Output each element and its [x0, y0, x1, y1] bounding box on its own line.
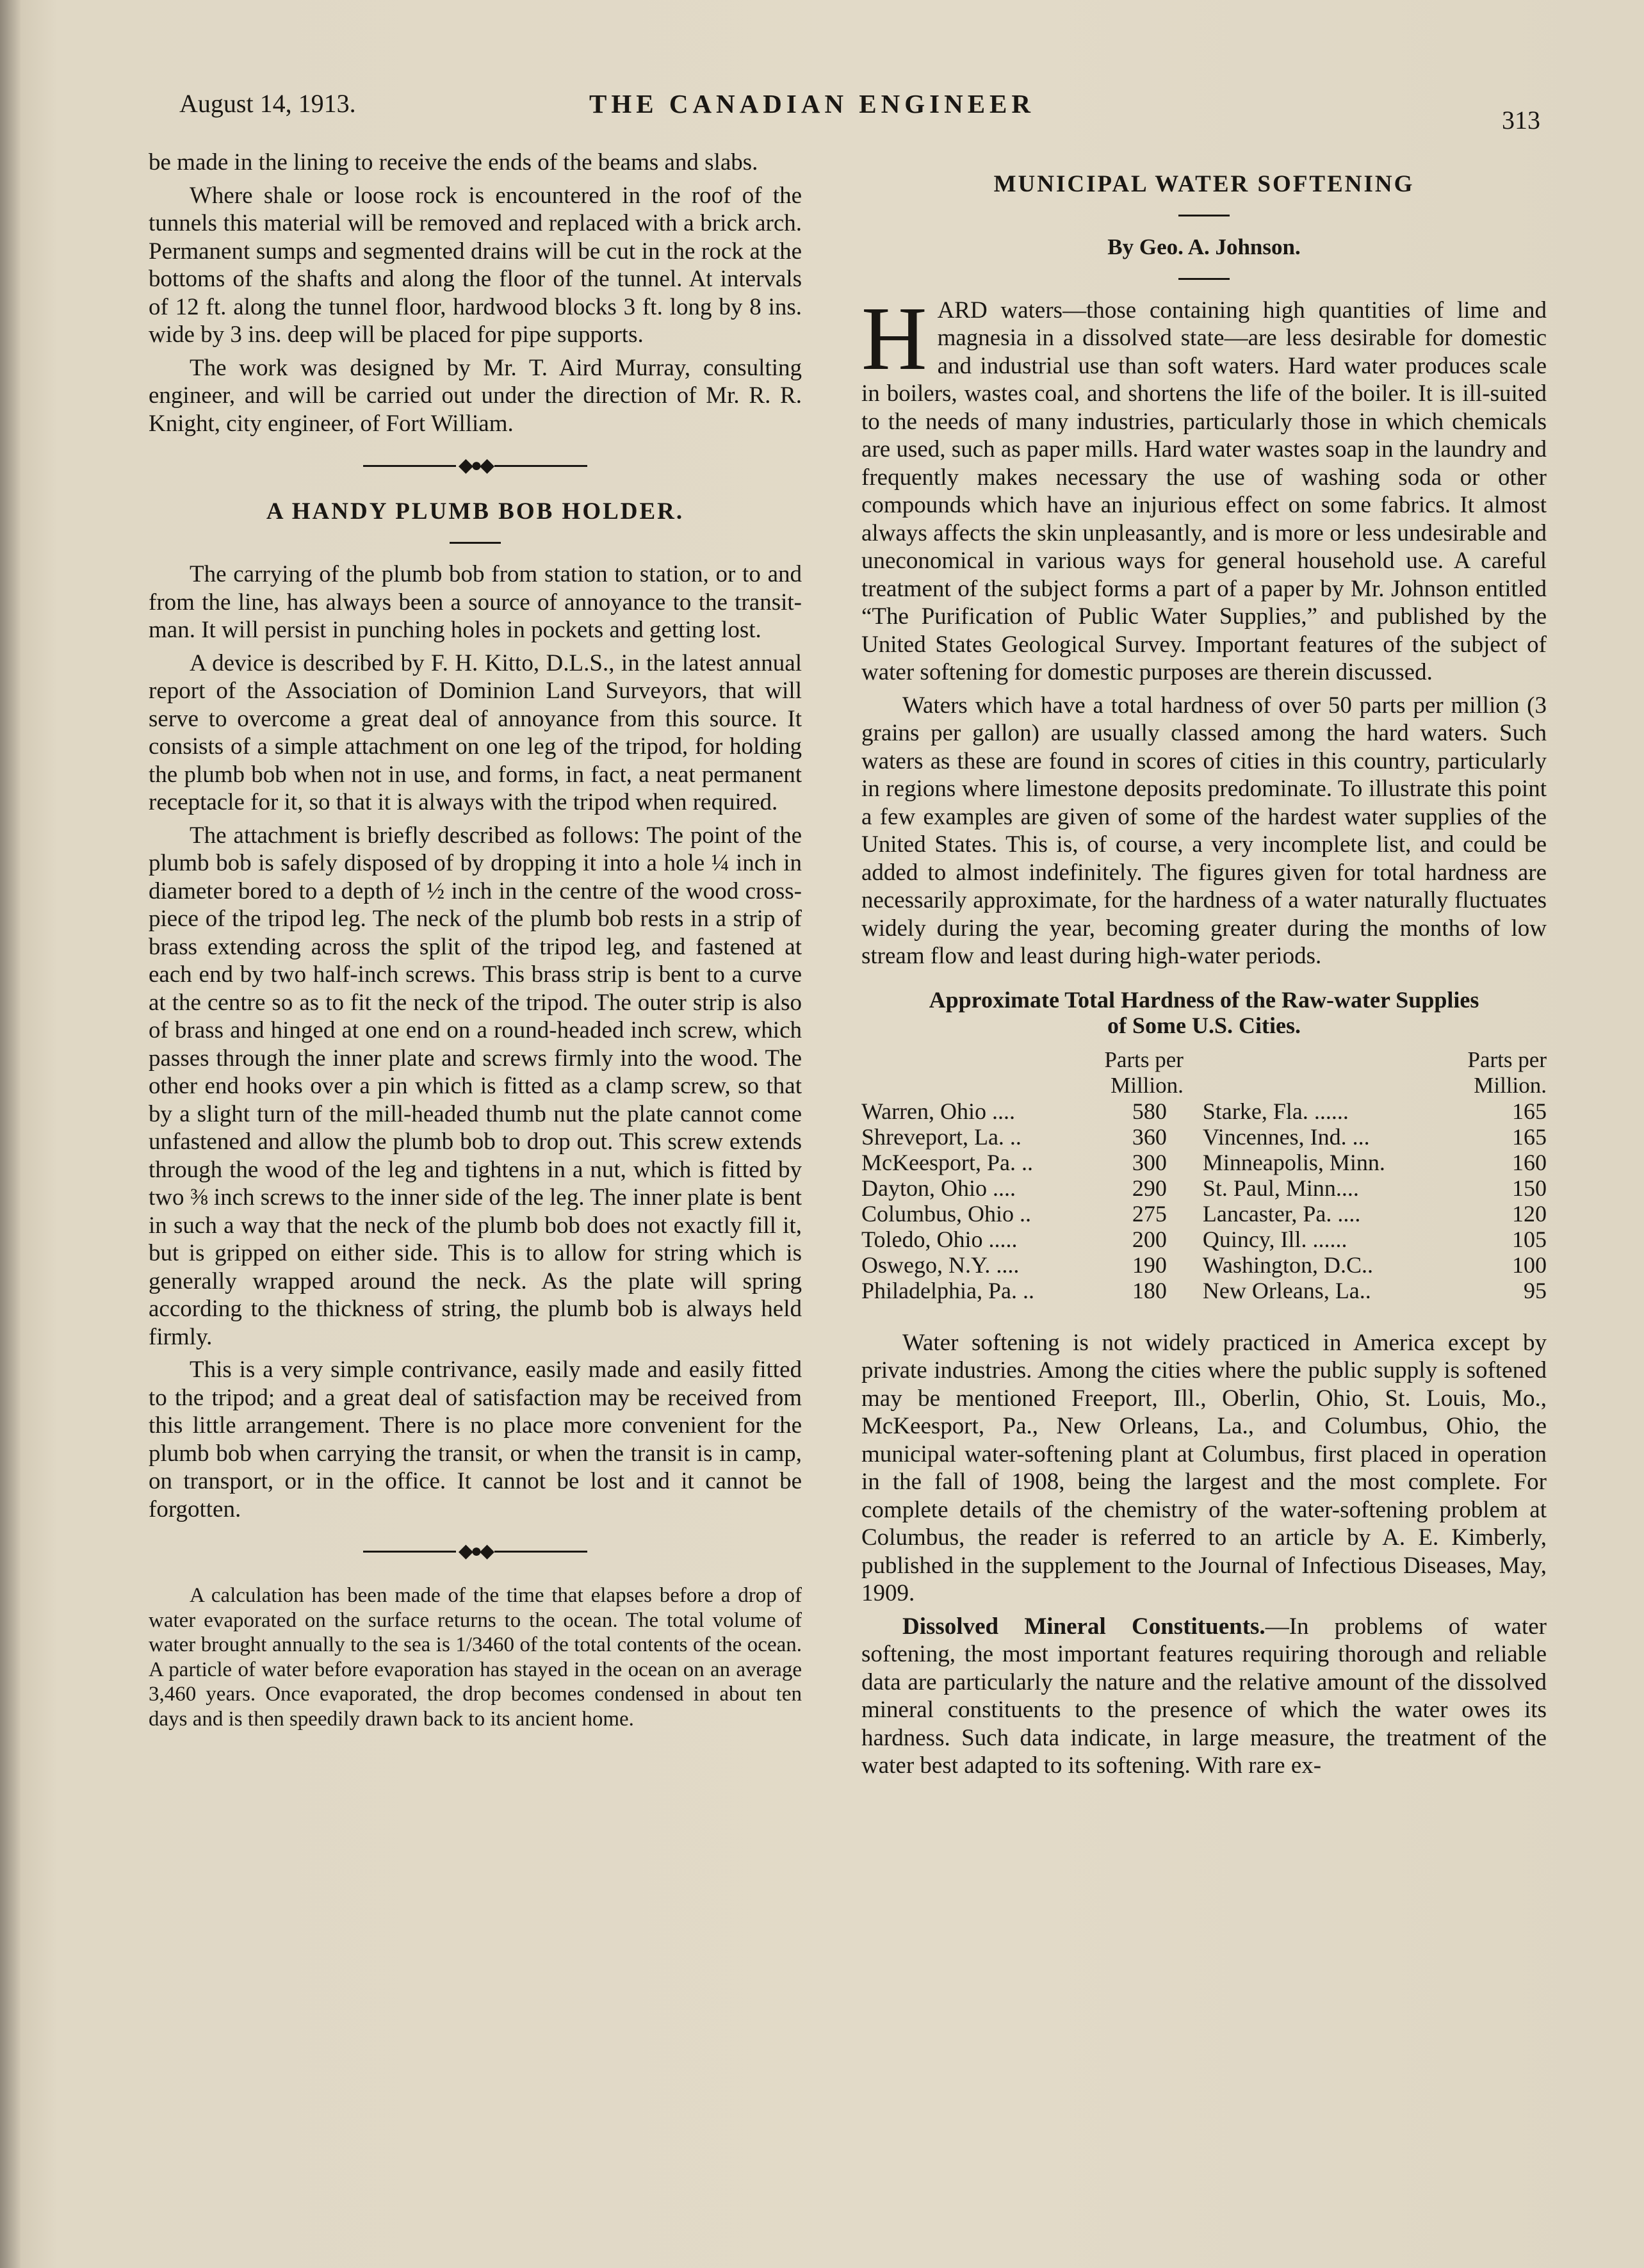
hardness-value: 200 [1132, 1226, 1167, 1252]
left-column [149, 149, 802, 1731]
journal-title: THE CANADIAN ENGINEER [589, 89, 1036, 118]
hardness-value: 165 [1512, 1098, 1547, 1124]
hardness-value: 95 [1524, 1277, 1547, 1303]
hardness-value: 105 [1512, 1226, 1547, 1252]
paragraph-tunnel-lining: Where shale or loose rock is encountered in the roof of the tunnels this material will be removed and replaced with a brick arch. Permanent sumps and segmented drains will be cut in the rock at the bottoms of the shafts and along the floor of the tunnel. At intervals of 12 ft. along the tunnel floor, hardwood blocks 3 ft. long by 8 ins. wide by 3 ins. deep will be placed for pipe supports. [149, 182, 802, 348]
city-name: McKeesport, Pa. .. [861, 1149, 1033, 1175]
paragraph-plumb-2: A device is described by F. H. Kitto, D.L.S., in the latest annual report of the Association of Dominion Land Surveyors, that will serve to overcome a great deal of annoyance from this source. It consists of a simple attachment on one leg of the tripod, for holding the plumb bob when not in use, and forms, in fact, a neat permanent receptacle for it, so that it is always with the tripod when required. [149, 649, 802, 815]
section-ornament: ◆●◆ [149, 459, 802, 472]
city-name: Lancaster, Pa. .... [1202, 1200, 1361, 1227]
city-name: Quincy, Ill. ...... [1202, 1226, 1347, 1252]
table-row [861, 1098, 1547, 1124]
byline-rule [1178, 278, 1230, 280]
table-title-line-1: Approximate Total Hardness of the Raw-water Supplies [929, 986, 1479, 1013]
city-name: Shreveport, La. .. [861, 1123, 1021, 1150]
city-name: Starke, Fla. ...... [1202, 1098, 1349, 1124]
hardness-value: 580 [1132, 1098, 1167, 1124]
hardness-value: 290 [1132, 1175, 1167, 1201]
opening-paragraph [861, 287, 1547, 687]
col-header-b-unit: Million. [1474, 1072, 1547, 1098]
city-name: Toledo, Ohio ..... [861, 1226, 1018, 1252]
table-title-line-2: of Some U.S. Cities. [1107, 1012, 1301, 1038]
hardness-value: 275 [1132, 1200, 1167, 1227]
paragraph-hard-waters: ARD waters—those containing high quantities of lime and magnesia in a dissolved state—are less desirable for domestic and industrial use than soft waters. Hard water produces scale in boilers, wastes coal, and shortens the life of the boiler. It is ill-suited to the needs of many industries, particularly those in which chemicals are used, such as paper mills. Hard water wastes soap in the laundry and frequently makes necessary the use of washing soda or other compounds which have an injurious effect on some fabrics. It almost always affects the skin unpleasantly, and is more or less undesirable and uneconomical in various ways for general household use. A careful treatment of the subject forms a part of a paper by Mr. Johnson entitled “The Purification of Public Water Supplies,” and published by the United States Geological Survey. Important features of the subject of water softening for domestic purposes are therein discussed. [861, 297, 1547, 685]
paragraph-plumb-4: This is a very simple contrivance, easily made and easily fitted to the tripod; and a great deal of satisfaction may be received from this little arrangement. There is no place more convenient for the plumb bob when carrying the transit, or when the transit is in camp, on transport, or in the office. It cannot be lost and it cannot be forgotten. [149, 1357, 802, 1522]
section-ornament-2: ◆●◆ [149, 1545, 802, 1558]
table-row [861, 1150, 1547, 1175]
city-name: Oswego, N.Y. .... [861, 1252, 1020, 1278]
paragraph-dissolved-minerals-text: —In problems of water softening, the most important features requiring thorough and reliable data are particularly the nature and the relative amount of the dissolved mineral constituents to the presence of which the water owes its hardness. Such data indicate, in large measure, the treatment of the water best adapted to its softening. With rare ex- [861, 1613, 1547, 1779]
right-column [861, 149, 1547, 1780]
paragraph-design-credit: The work was designed by Mr. T. Aird Murray, consulting engineer, and will be carried out under the direction of Mr. R. R. Knight, city engineer, of Fort William. [149, 354, 802, 437]
hardness-value: 160 [1512, 1149, 1547, 1175]
city-name: Philadelphia, Pa. .. [861, 1277, 1034, 1303]
ocean-note [149, 1583, 802, 1731]
table-row [861, 1124, 1547, 1150]
hardness-table [861, 1047, 1547, 1303]
running-header [0, 88, 1644, 133]
hardness-value: 300 [1132, 1149, 1167, 1175]
city-name: Warren, Ohio .... [861, 1098, 1016, 1124]
hardness-value: 120 [1512, 1200, 1547, 1227]
city-name: Dayton, Ohio .... [861, 1175, 1016, 1201]
table-row [861, 1175, 1547, 1201]
byline: By Geo. A. Johnson. [1107, 234, 1301, 259]
col-header-a-unit: Million. [1111, 1072, 1184, 1098]
table-title [861, 987, 1547, 1038]
binding-gutter [0, 0, 20, 2268]
hardness-value: 165 [1512, 1123, 1547, 1150]
col-header-b: Parts per [1467, 1047, 1547, 1072]
city-name: Washington, D.C.. [1202, 1252, 1373, 1278]
header-date: August 14, 1913. [179, 89, 356, 118]
city-name: Vincennes, Ind. ... [1202, 1123, 1370, 1150]
col-header-a: Parts per [1104, 1047, 1184, 1072]
hardness-value: 150 [1512, 1175, 1547, 1201]
paragraph-ocean: A calculation has been made of the time that elapses before a drop of water evaporated on the surface returns to the ocean. The total volume of water brought annually to the sea is 1/3460 of the total contents of the ocean. A particle of water before evaporation has stayed in the ocean on an average 3,460 years. Once evaporated, the drop becomes condensed in about ten days and is then speedily drawn back to its ancient home. [149, 1584, 802, 1731]
city-name: St. Paul, Minn.... [1202, 1175, 1359, 1201]
paragraph-plumb-1: The carrying of the plumb bob from station to station, or to and from the line, has always been a source of annoyance to the transit-man. It will persist in punching holes in pockets and getting lost. [149, 561, 802, 643]
hardness-value: 360 [1132, 1123, 1167, 1150]
paragraph-hardness-levels: Waters which have a total hardness of over 50 parts per million (3 grains per gallon) are usually classed among the hard waters. Such waters as these are found in scores of cities in this country, particularly in regions where limestone deposits predominate. To illustrate this point a few examples are given of some of the hardest water supplies of the United States. This is, of course, a very incomplete list, and could be added to almost indefinitely. The figures given for total hardness are necessarily approximate, for the hardness of a water naturally fluctuates widely during the year, becoming greater during the months of low stream flow and least during high-water periods. [861, 692, 1547, 969]
paragraph-plumb-3: The attachment is briefly described as follows: The point of the plumb bob is safely disposed of by dropping it into a hole ¼ inch in diameter bored to a depth of ½ inch in the centre of the wood cross-piece of the tripod leg. The neck of the plumb bob rests in a strip of brass extending across the split of the tripod leg, and fastened at each end by two half-inch screws. This brass strip is bent to a curve at the centre so as to fit the neck of the tripod. The outer strip is also of brass and hinged at one end on a round-headed inch screw, which passes through the inner plate and screws firmly into the wood. The other end hooks over a pin which is fitted as a clamp screw, so that by a slight turn of the mill-headed thumb nut the plate cannot come unfastened and allow the plumb bob to drop out. This screw extends through the wood of the leg and tightens in a nut, which is fitted by two ⅜ inch screws to the inner side of the leg. The inner plate is bent in such a way that the neck of the plumb bob does not exactly fill it, but is gripped on either side. This is to allow for string which is generally wrapped around the neck. As the plate will spring according to the thickness of string, the plumb bob is always held firmly. [149, 822, 802, 1350]
hardness-value: 190 [1132, 1252, 1167, 1278]
paragraph-dissolved-minerals [861, 1613, 1547, 1780]
article-title-water-softening: MUNICIPAL WATER SOFTENING [993, 171, 1415, 197]
title-rule [450, 542, 501, 544]
table-row [861, 1278, 1547, 1303]
paragraph-continued: be made in the lining to receive the ends of the beams and slabs. [149, 149, 758, 175]
hardness-value: 100 [1512, 1252, 1547, 1278]
table-row [861, 1201, 1547, 1227]
city-name: Columbus, Ohio .. [861, 1200, 1032, 1227]
article-title-plumb-bob: A HANDY PLUMB BOB HOLDER. [266, 498, 685, 525]
table-row [861, 1227, 1547, 1252]
title-rule [1178, 215, 1230, 216]
run-in-heading: Dissolved Mineral Constituents. [902, 1613, 1266, 1640]
city-name: New Orleans, La.. [1202, 1277, 1371, 1303]
city-name: Minneapolis, Minn. [1202, 1149, 1385, 1175]
paragraph-softening-practice: Water softening is not widely practiced in America except by private industries. Among the cities where the public supply is softened may be mentioned Freeport, Ill., Oberlin, Ohio, St. Louis, Mo., McKeesport, Pa., New Orleans, La., and Columbus, Ohio, the municipal water-softening plant at Columbus, first placed in operation in the fall of 1908, being the largest and the most complete. For complete details of the chemistry of the water-softening problem at Columbus, the reader is referred to an article by A. E. Kimberly, published in the supplement to the Journal of Infectious Diseases, May, 1909. [861, 1329, 1547, 1606]
table-row [861, 1252, 1547, 1278]
hardness-value: 180 [1132, 1277, 1167, 1303]
page-number: 313 [1502, 106, 1540, 135]
drop-cap: H [861, 287, 927, 389]
